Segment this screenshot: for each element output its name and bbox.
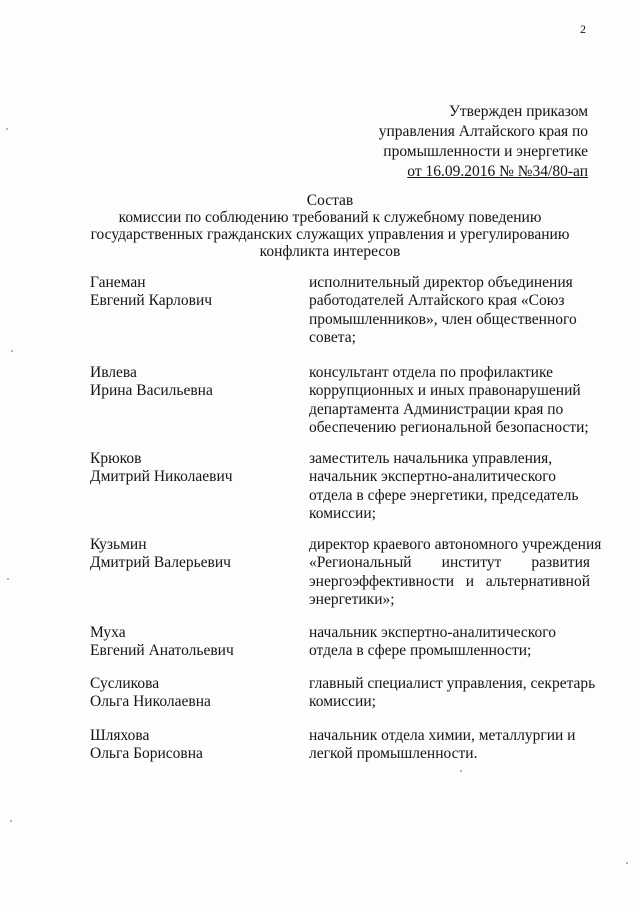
member-name [90,536,290,573]
member-given-names: Ирина Васильевна [90,382,213,400]
approval-stamp-block [379,102,588,182]
scan-speck [626,862,628,864]
member-role-line: коррупционных и иных правонарушений [309,382,581,400]
member-given-names: Ольга Николаевна [90,693,211,711]
member-role-line: исполнительный директор объединения [309,274,573,291]
scan-speck [11,350,13,352]
member-role [309,450,590,524]
member-given-names: Дмитрий Николаевич [90,468,233,486]
member-role [309,727,590,764]
page-number: 2 [580,22,586,36]
member-given-names: Евгений Анатольевич [90,642,234,660]
member-role [309,624,590,661]
member-surname: Сусликова [90,675,160,692]
scan-speck [6,128,8,130]
member-given-names: Дмитрий Валерьевич [90,554,231,572]
member-role-line: отдела в сфере энергетики, председатель [309,486,579,504]
member-role-line: начальник экспертно-аналитического [309,624,556,641]
member-role-line: обеспечению региональной безопасности; [309,419,589,437]
member-given-names: Ольга Борисовна [90,745,203,763]
member-role [309,536,602,610]
member-name [90,675,290,712]
member-role-line: главный специалист управления, секретарь [309,675,596,692]
scan-speck [10,820,12,822]
member-role-line: начальник отдела химии, металлургии и [309,727,576,744]
member-surname: Ивлева [90,364,137,381]
member-surname: Крюков [90,450,142,467]
member-role-line: «Региональный институт развития [309,554,590,572]
member-name [90,274,290,311]
member-role [309,675,596,712]
member-name [90,364,290,401]
scan-speck [460,770,462,772]
member-name [90,624,290,661]
member-role-line: комиссии; [309,693,376,711]
member-role-line: отдела в сфере промышленности; [309,642,532,660]
scan-speck [7,578,9,580]
heading-line: конфликта интересов [259,243,401,260]
member-role-line: энергоэффективности и альтернативной [309,572,590,590]
member-name [90,727,290,764]
member-role-line: энергетики»; [309,591,395,609]
document-heading [60,192,600,260]
member-role-line: директор краевого автономного учреждения [309,536,602,553]
member-role-line: совета; [309,329,356,347]
approval-line: управления Алтайского края по [378,123,588,140]
approval-line: промышленности и энергетике [383,143,588,160]
member-role-line: работодателей Алтайского края «Союз [309,292,565,310]
member-role [309,364,590,438]
member-role-line: консультант отдела по профилактике [309,364,553,381]
document-title: Состав [306,192,354,209]
heading-line: комиссии по соблюдению требований к служебному поведению [118,209,542,226]
member-surname: Муха [90,624,126,641]
approval-order-date: от 16.09.2016 № №34/80-ап [407,163,588,180]
member-role-line: комиссии; [309,505,376,523]
member-name [90,450,290,487]
member-surname: Шляхова [90,727,150,744]
member-role-line: начальник экспертно-аналитического [309,468,556,486]
member-role-line: легкой промышленности. [309,745,478,763]
heading-line: государственных гражданских служащих управления и урегулированию [90,226,570,243]
approval-line: Утвержден приказом [448,103,588,120]
member-role-line: департамента Администрации края по [309,400,564,418]
member-role-line: промышленников», член общественного [309,310,577,328]
member-surname: Ганеман [90,274,146,291]
member-surname: Кузьмин [90,536,147,553]
member-role-line: заместитель начальника управления, [309,450,553,467]
member-given-names: Евгений Карлович [90,292,213,310]
member-role [309,274,590,348]
